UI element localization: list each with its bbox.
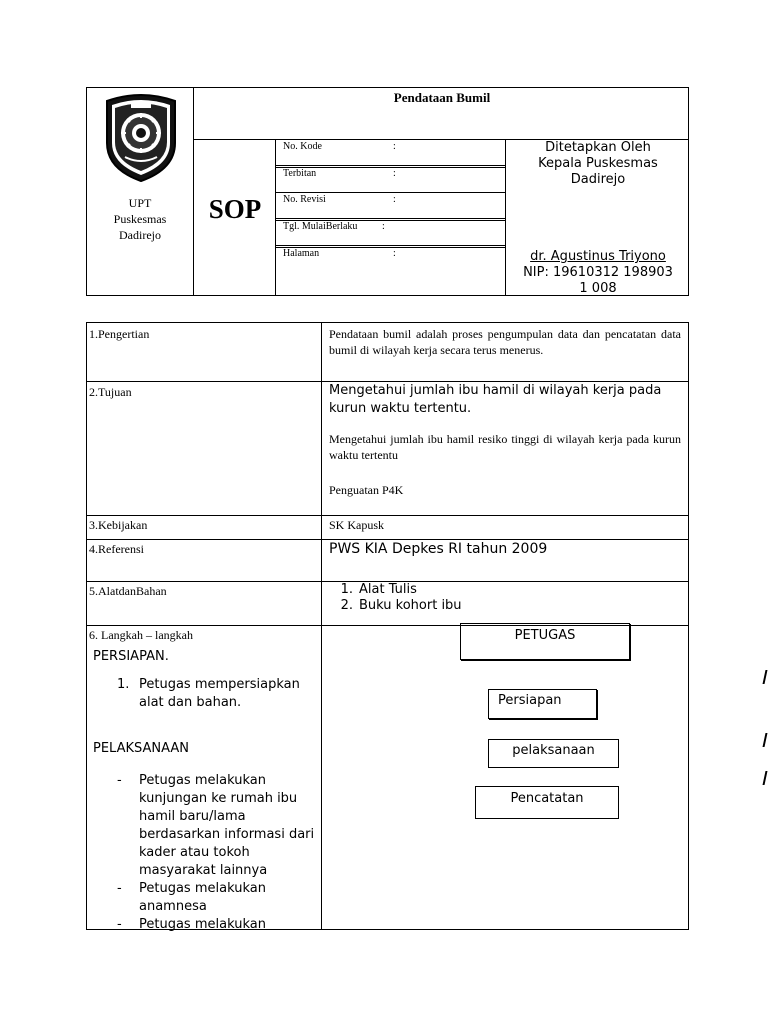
clipped-glyph	[762, 771, 768, 787]
row-label-kebijakan: 3.Kebijakan	[89, 518, 148, 532]
tujuan-paragraph-1: Mengetahui jumlah ibu hamil di wilayah kerja pada kurun waktu tertentu.	[329, 383, 662, 416]
divider	[193, 88, 194, 295]
pelaksanaan-heading: PELAKSANAAN	[93, 741, 189, 756]
referensi-text: PWS KIA Depkes RI tahun 2009	[329, 541, 548, 557]
signatory-name: dr. Agustinus Triyono	[530, 249, 666, 264]
approval-line: Dadirejo	[570, 172, 626, 187]
meta-row-halaman	[283, 248, 503, 259]
divider	[321, 323, 322, 929]
flow-box-pelaksanaan	[488, 739, 619, 768]
organization-label	[87, 195, 193, 243]
pengertian-text: Pendataan bumil adalah proses pengumpulan data dan pencatatan data bumil di wilayah kerja secara terus menerus.	[329, 327, 681, 357]
meta-row-revisi	[283, 194, 503, 205]
flow-label: PETUGAS	[514, 628, 576, 643]
approval-line: Kepala Puskesmas	[538, 156, 658, 171]
list-item: - Petugas melakukan	[117, 916, 317, 934]
divider	[275, 192, 505, 193]
tujuan-paragraph-2: Mengetahui jumlah ibu hamil resiko tinggi di wilayah kerja pada kurun waktu tertentu	[329, 432, 681, 462]
document-title: Pendataan Bumil	[393, 90, 491, 105]
row-label-langkah: 6. Langkah – langkah	[89, 628, 193, 642]
meta-label: No. Kode	[283, 141, 322, 152]
org-line: Dadirejo	[119, 228, 161, 242]
meta-colon: :	[393, 141, 396, 152]
pelaksanaan-list	[117, 772, 317, 934]
persiapan-heading: PERSIAPAN.	[93, 649, 169, 664]
row-label-alat: 5.AlatdanBahan	[89, 584, 167, 598]
persiapan-step: 1. Petugas mempersiapkan alat dan bahan.	[117, 676, 317, 712]
divider	[275, 218, 505, 219]
meta-label: Halaman	[283, 248, 320, 259]
meta-label: No. Revisi	[283, 194, 326, 205]
list-item-text: Alat Tulis	[359, 582, 417, 597]
meta-row-tgl	[283, 221, 503, 232]
puskesmas-emblem-logo	[101, 91, 181, 183]
meta-row-terbitan	[283, 168, 503, 179]
tujuan-paragraph-3: Penguatan P4K	[329, 483, 404, 497]
org-line: Puskesmas	[113, 212, 167, 226]
list-item: - Petugas melakukan kunjungan ke rumah ibu hamil baru/lama berdasarkan informasi dari kader atau tokoh masyarakat lainnya	[117, 772, 317, 880]
meta-colon: :	[393, 168, 396, 179]
meta-colon: :	[382, 221, 385, 232]
persiapan-step-text: Petugas mempersiapkan alat dan bahan.	[139, 677, 300, 710]
divider	[275, 139, 276, 295]
list-item: 1. Alat Tulis	[340, 582, 417, 597]
signatory-nip: NIP: 19610312 198903	[523, 265, 673, 280]
kebijakan-text: SK Kapusk	[329, 518, 385, 532]
signatory-block	[506, 249, 690, 297]
divider	[275, 165, 505, 166]
meta-row-kode	[283, 141, 503, 152]
meta-colon: :	[393, 248, 396, 259]
meta-label: Tgl. MulaiBerlaku	[283, 221, 358, 232]
signatory-nip-cont: 1 008	[579, 281, 617, 296]
row-label-referensi: 4.Referensi	[89, 542, 144, 556]
list-item-text: Petugas melakukan anamnesa	[139, 881, 266, 914]
flow-label: pelaksanaan	[512, 743, 595, 758]
approval-block	[506, 140, 690, 188]
list-item-text: Petugas melakukan kunjungan ke rumah ibu hamil baru/lama berdasarkan informasi dari kader atau tokoh masyarakat lainnya	[139, 773, 315, 878]
list-item-text: Petugas melakukan	[139, 917, 266, 932]
clipped-glyph	[762, 670, 768, 686]
divider	[87, 539, 688, 540]
meta-label: Terbitan	[283, 168, 317, 179]
list-item-text: Buku kohort ibu	[359, 598, 462, 613]
flow-box-petugas	[460, 623, 630, 660]
list-item: 2. Buku kohort ibu	[340, 598, 462, 613]
flow-label: Pencatatan	[510, 791, 584, 806]
flow-box-persiapan	[488, 689, 597, 719]
flow-box-pencatatan	[475, 786, 619, 819]
row-label-tujuan: 2.Tujuan	[89, 385, 132, 399]
flow-label: Persiapan	[498, 693, 562, 708]
clipped-glyph	[762, 733, 768, 749]
sop-header-table	[86, 87, 689, 296]
list-item: - Petugas melakukan anamnesa	[117, 880, 317, 916]
row-label-pengertian: 1.Pengertian	[89, 327, 150, 341]
divider	[275, 245, 505, 246]
divider	[87, 515, 688, 516]
approval-line: Ditetapkan Oleh	[545, 140, 651, 155]
org-line: UPT	[128, 196, 152, 210]
alat-list	[329, 582, 681, 614]
meta-colon: :	[393, 194, 396, 205]
sop-label: SOP	[208, 194, 262, 224]
